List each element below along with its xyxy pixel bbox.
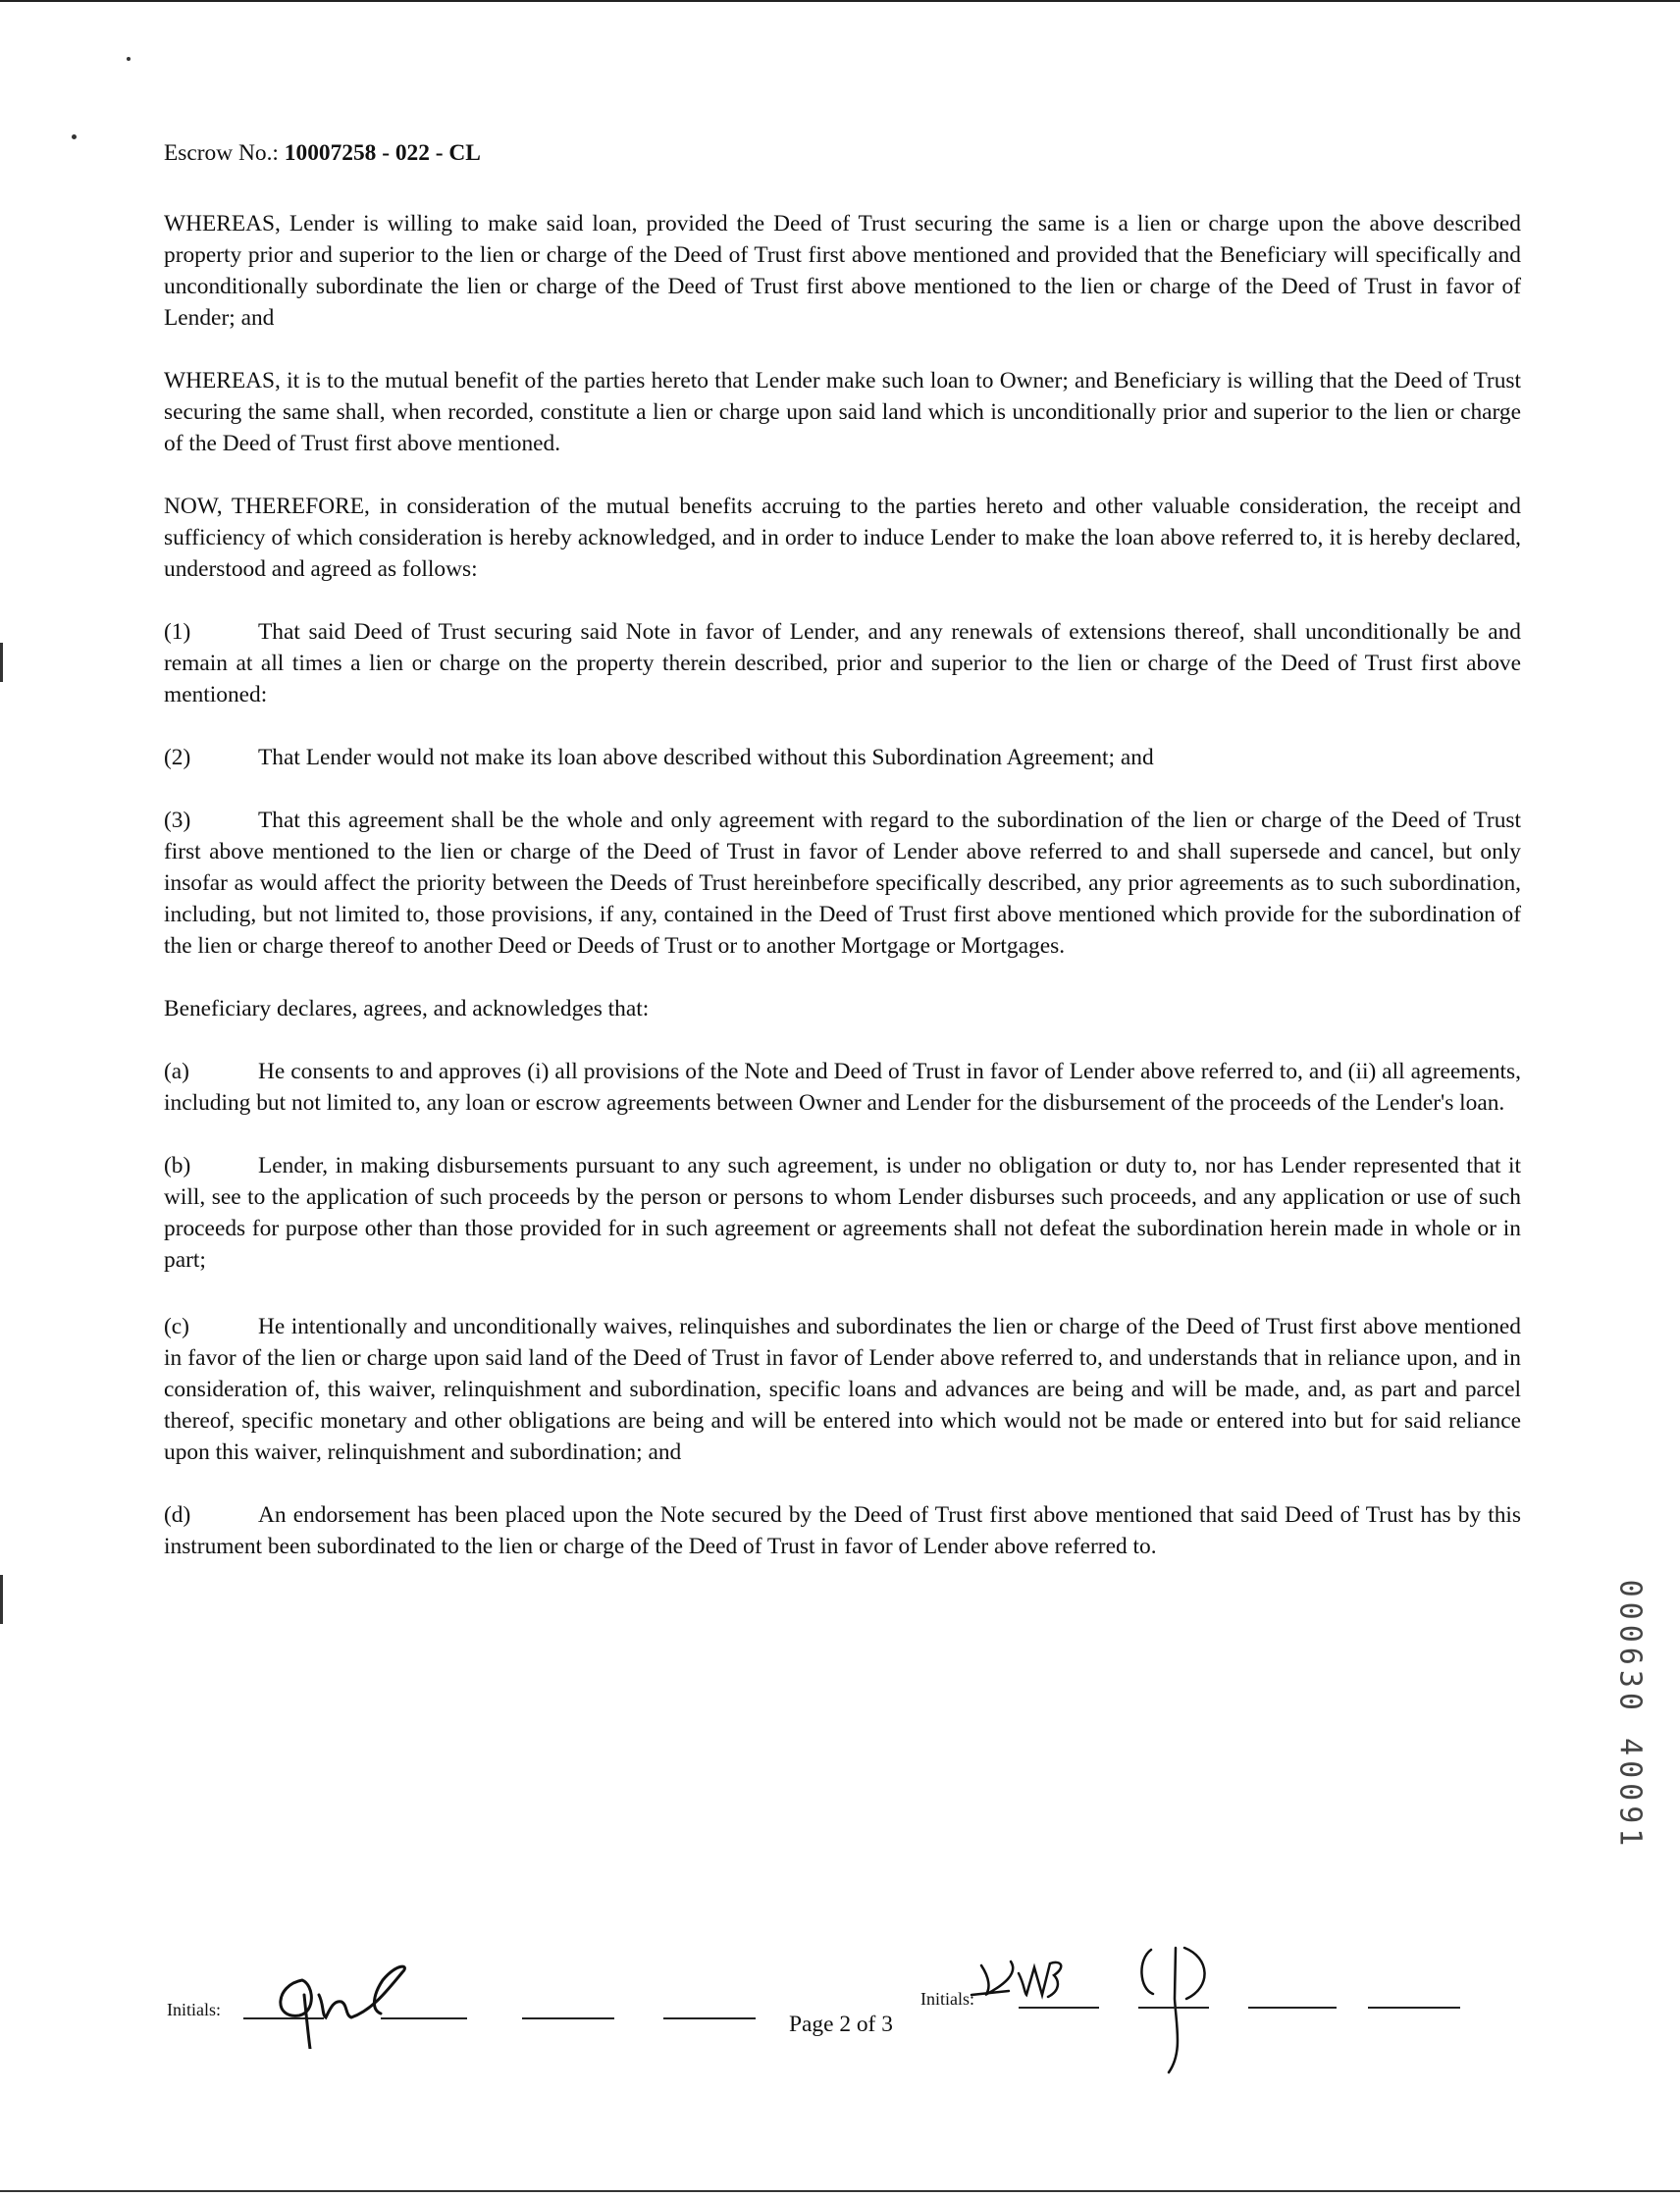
escrow-line (164, 137, 1521, 169)
scan-speck (72, 134, 77, 139)
item-text: He consents to and approves (i) all provisions of the Note and Deed of Trust in favor of Lender above referred to, and (ii) all agreements, including but not limited to, any loan or escrow agreements between Owner and Lender for the disbursement of the proceeds of the Lender's loan. (164, 1059, 1521, 1116)
escrow-number: 10007258 - 022 - CL (284, 140, 481, 166)
item-text: An endorsement has been placed upon the Note secured by the Deed of Trust first above mentioned that said Deed of Trust has by this instrument been subordinated to the lien or charge of the Deed of Trust in favor of Lender above referred to. (164, 1502, 1521, 1559)
item-marker: (2) (164, 745, 191, 770)
numbered-item (164, 805, 1521, 962)
item-text: That Lender would not make its loan above described without this Subordination Agreement; and (258, 745, 1154, 770)
initials-blank-line (1138, 2007, 1209, 2009)
initials-blank-line (1248, 2007, 1337, 2009)
initials-signature-right-2 (1131, 1940, 1239, 2082)
numbered-item (164, 616, 1521, 710)
now-therefore-paragraph: NOW, THEREFORE, in consideration of the mutual benefits accruing to the parties hereto and other valuable consideration, the receipt and sufficiency of which consideration is hereby acknowledged, and in order to induce Lender to make the loan above referred to, it is hereby declared, understood and agreed as follows: (164, 494, 1521, 582)
item-text: He intentionally and unconditionally waives, relinquishes and subordinates the lien or charge of the Deed of Trust first above mentioned in favor of the lien or charge upon said land of the Deed of Trust in favor of Lender above referred to, and understands that in reliance upon, and in consideration of, this waiver, relinquishment and subordination, specific loans and advances are being and will be made, and, as part and parcel thereof, specific monetary and other obligations are being and will be entered into which would not be made or entered into but for said reliance upon this waiver, relinquishment and subordination; and (164, 1314, 1521, 1465)
page-number: Page 2 of 3 (789, 2012, 893, 2037)
initials-blank-line (381, 2017, 467, 2019)
item-marker: (a) (164, 1059, 189, 1084)
initials-left (167, 1972, 775, 2080)
item-marker: (1) (164, 619, 191, 645)
item-text: That this agreement shall be the whole and only agreement with regard to the subordination of the lien or charge of the Deed of Trust first above mentioned to the lien or charge of the Deed of Trust in favor of Lender above referred to and shall supersede and cancel, but only insofar as would affect the priority between the Deeds of Trust hereinbefore specifically described, any prior agreements as to such subordination, including, but not limited to, those provisions, if any, contained in the Deed of Trust first above mentioned which provide for the subordination of the lien or charge thereof to another Deed or Deeds of Trust or to another Mortgage or Mortgages. (164, 808, 1521, 959)
item-marker: (d) (164, 1502, 191, 1528)
lettered-item (164, 1499, 1521, 1562)
recording-stamp (1605, 1578, 1654, 1853)
item-marker: (b) (164, 1153, 191, 1178)
initials-blank-line (1019, 2007, 1099, 2009)
scan-speck (127, 57, 131, 61)
initials-signature-left (265, 1951, 481, 2049)
item-marker: (3) (164, 808, 191, 833)
initials-label: Initials: (167, 2000, 221, 2019)
top-border (0, 0, 1680, 2)
escrow-label: Escrow No.: (164, 140, 279, 166)
initials-label: Initials: (920, 1989, 974, 2009)
scan-edge-mark (0, 1575, 3, 1624)
initials-right (920, 1938, 1470, 2085)
lettered-item (164, 1056, 1521, 1119)
initials-signature-right-1 (970, 1946, 1068, 2005)
initials-blank-line (1368, 2007, 1460, 2009)
whereas-paragraph-2: WHEREAS, it is to the mutual benefit of the parties hereto that Lender make such loan to Owner; and Beneficiary is willing that the Deed of Trust securing the same shall, when recorded, constitute a lien or charge upon said land which is unconditionally prior and superior to the lien or charge of the Deed of Trust first above mentioned. (164, 368, 1521, 456)
item-marker: (c) (164, 1314, 189, 1339)
lettered-item (164, 1150, 1521, 1276)
item-text: Lender, in making disbursements pursuant to any such agreement, is under no obligation or duty to, nor has Lender represented that it will, see to the application of such proceeds by the person or persons to whom Lender disburses such proceeds, and any application or use of such proceeds for purpose other than those provided for in such agreement or agreements shall not defeat the subordination herein made in whole or in part; (164, 1153, 1521, 1273)
document-body (164, 137, 1521, 1594)
whereas-paragraph-1: WHEREAS, Lender is willing to make said loan, provided the Deed of Trust securing the same is a lien or charge upon the above described property prior and superior to the lien or charge of the Deed of Trust first above mentioned and provided that the Beneficiary will specifically and unconditionally subordinate the lien or charge of the Deed of Trust first above mentioned to the lien or charge of the Deed of Trust in favor of Lender; and (164, 211, 1521, 331)
initials-blank-line (522, 2017, 614, 2019)
numbered-item (164, 742, 1521, 773)
scan-edge-mark (0, 643, 3, 682)
recording-stamp-number: 000630 40091 (1612, 1579, 1648, 1852)
bottom-border (0, 2190, 1680, 2192)
lettered-item (164, 1311, 1521, 1468)
initials-blank-line (663, 2017, 756, 2019)
item-text: That said Deed of Trust securing said Note in favor of Lender, and any renewals of extensions thereof, shall unconditionally be and remain at all times a lien or charge on the property therein described, prior and superior to the lien or charge of the Deed of Trust first above mentioned: (164, 619, 1521, 707)
beneficiary-intro: Beneficiary declares, agrees, and acknowledges that: (164, 996, 650, 1021)
